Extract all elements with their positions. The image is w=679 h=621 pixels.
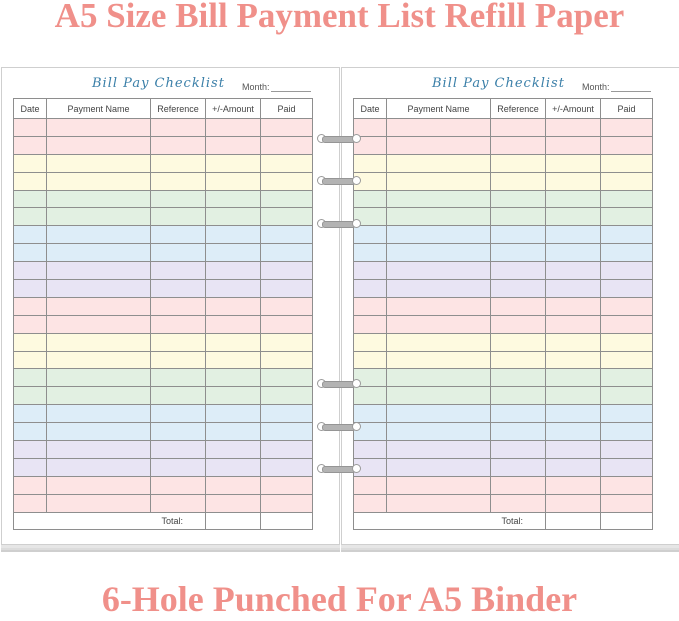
table-cell xyxy=(206,208,261,226)
table-cell xyxy=(546,262,601,280)
total-paid-cell xyxy=(261,512,313,529)
table-cell xyxy=(151,494,206,512)
table-row xyxy=(354,280,653,298)
table-cell xyxy=(206,119,261,137)
table-cell xyxy=(491,136,546,154)
table-cell xyxy=(491,154,546,172)
table-cell xyxy=(387,172,491,190)
table-cell xyxy=(206,136,261,154)
table-cell xyxy=(387,494,491,512)
table-cell xyxy=(47,315,151,333)
headline-title: A5 Size Bill Payment List Refill Paper xyxy=(54,0,625,35)
table-cell xyxy=(601,262,653,280)
table-cell xyxy=(14,280,47,298)
table-cell xyxy=(601,172,653,190)
table-cell xyxy=(151,262,206,280)
table-cell xyxy=(601,423,653,441)
table-cell xyxy=(546,119,601,137)
table-row xyxy=(14,351,313,369)
table-cell xyxy=(47,458,151,476)
refill-page-right xyxy=(341,67,679,545)
table-row xyxy=(14,208,313,226)
table-cell xyxy=(491,119,546,137)
month-label: Month: xyxy=(582,82,610,92)
table-cell xyxy=(261,136,313,154)
table-cell xyxy=(546,136,601,154)
table-cell xyxy=(261,441,313,459)
column-header-paid: Paid xyxy=(261,99,313,119)
total-label: Total: xyxy=(354,512,546,529)
table-cell xyxy=(14,387,47,405)
binder-ring-icon xyxy=(317,176,361,186)
table-row xyxy=(14,494,313,512)
table-cell xyxy=(206,280,261,298)
bill-table xyxy=(353,98,653,530)
column-header-payment-name: Payment Name xyxy=(47,99,151,119)
table-cell xyxy=(601,136,653,154)
table-cell xyxy=(14,262,47,280)
table-cell xyxy=(261,387,313,405)
table-row xyxy=(14,154,313,172)
table-header-row xyxy=(14,99,313,119)
column-header-reference: Reference xyxy=(491,99,546,119)
table-row xyxy=(354,315,653,333)
table-row xyxy=(354,208,653,226)
table-row xyxy=(354,154,653,172)
table-cell xyxy=(387,441,491,459)
table-row xyxy=(354,405,653,423)
table-row xyxy=(354,494,653,512)
table-cell xyxy=(261,494,313,512)
table-row xyxy=(354,369,653,387)
table-cell xyxy=(151,405,206,423)
table-cell xyxy=(387,190,491,208)
table-cell xyxy=(491,297,546,315)
table-cell xyxy=(491,208,546,226)
month-line xyxy=(271,91,311,92)
table-cell xyxy=(491,494,546,512)
table-cell xyxy=(261,208,313,226)
table-row xyxy=(14,458,313,476)
table-cell xyxy=(354,333,387,351)
table-cell xyxy=(206,369,261,387)
table-cell xyxy=(151,172,206,190)
table-cell xyxy=(14,423,47,441)
table-cell xyxy=(47,476,151,494)
table-cell xyxy=(47,136,151,154)
table-cell xyxy=(206,441,261,459)
table-cell xyxy=(546,423,601,441)
binder-ring-icon xyxy=(317,422,361,432)
total-paid-cell xyxy=(601,512,653,529)
table-cell xyxy=(206,154,261,172)
table-cell xyxy=(491,226,546,244)
table-cell xyxy=(47,297,151,315)
table-cell xyxy=(14,119,47,137)
table-cell xyxy=(491,315,546,333)
table-cell xyxy=(151,351,206,369)
table-cell xyxy=(14,351,47,369)
table-cell xyxy=(491,333,546,351)
table-cell xyxy=(546,441,601,459)
table-cell xyxy=(14,154,47,172)
table-cell xyxy=(387,387,491,405)
table-cell xyxy=(601,405,653,423)
table-cell xyxy=(354,441,387,459)
table-cell xyxy=(491,441,546,459)
table-cell xyxy=(354,297,387,315)
table-cell xyxy=(261,119,313,137)
table-cell xyxy=(601,190,653,208)
table-cell xyxy=(261,190,313,208)
table-row xyxy=(354,476,653,494)
table-cell xyxy=(491,190,546,208)
table-body xyxy=(14,119,313,513)
table-cell xyxy=(387,226,491,244)
table-cell xyxy=(261,262,313,280)
table-row xyxy=(354,423,653,441)
table-cell xyxy=(546,226,601,244)
table-cell xyxy=(387,262,491,280)
table-cell xyxy=(151,387,206,405)
column-header-amount: +/-Amount xyxy=(546,99,601,119)
table-cell xyxy=(546,494,601,512)
table-cell xyxy=(354,476,387,494)
column-header-paid: Paid xyxy=(601,99,653,119)
table-cell xyxy=(491,280,546,298)
table-cell xyxy=(354,315,387,333)
column-header-reference: Reference xyxy=(151,99,206,119)
table-cell xyxy=(206,423,261,441)
sheet-title: Bill Pay Checklist xyxy=(432,76,565,91)
table-cell xyxy=(261,405,313,423)
table-cell xyxy=(491,476,546,494)
table-cell xyxy=(206,494,261,512)
table-cell xyxy=(14,297,47,315)
table-cell xyxy=(601,297,653,315)
table-cell xyxy=(387,244,491,262)
table-cell xyxy=(47,154,151,172)
table-cell xyxy=(387,423,491,441)
table-cell xyxy=(387,458,491,476)
table-cell xyxy=(14,315,47,333)
column-header-amount: +/-Amount xyxy=(206,99,261,119)
table-cell xyxy=(261,423,313,441)
table-row xyxy=(354,387,653,405)
table-cell xyxy=(601,208,653,226)
sheet-title: Bill Pay Checklist xyxy=(92,76,225,91)
table-cell xyxy=(47,369,151,387)
table-cell xyxy=(354,262,387,280)
table-cell xyxy=(261,315,313,333)
table-cell xyxy=(14,190,47,208)
table-cell xyxy=(491,405,546,423)
table-cell xyxy=(47,280,151,298)
refill-page-left xyxy=(1,67,340,545)
table-cell xyxy=(601,333,653,351)
table-row xyxy=(354,136,653,154)
table-cell xyxy=(601,458,653,476)
total-amount-cell xyxy=(206,512,261,529)
table-cell xyxy=(354,351,387,369)
table-row xyxy=(354,172,653,190)
table-cell xyxy=(14,476,47,494)
table-cell xyxy=(546,476,601,494)
table-cell xyxy=(601,351,653,369)
table-cell xyxy=(47,208,151,226)
table-cell xyxy=(151,208,206,226)
table-cell xyxy=(14,494,47,512)
table-cell xyxy=(546,458,601,476)
table-cell xyxy=(261,297,313,315)
table-row xyxy=(14,172,313,190)
table-cell xyxy=(206,387,261,405)
table-cell xyxy=(546,172,601,190)
table-cell xyxy=(601,441,653,459)
table-row xyxy=(14,262,313,280)
table-cell xyxy=(14,458,47,476)
table-cell xyxy=(14,172,47,190)
table-cell xyxy=(151,315,206,333)
table-cell xyxy=(491,369,546,387)
table-row xyxy=(14,369,313,387)
table-row xyxy=(354,226,653,244)
table-cell xyxy=(14,136,47,154)
binder-ring-icon xyxy=(317,219,361,229)
table-cell xyxy=(387,154,491,172)
table-cell xyxy=(206,405,261,423)
table-cell xyxy=(206,351,261,369)
table-cell xyxy=(491,244,546,262)
table-cell xyxy=(546,244,601,262)
table-cell xyxy=(491,387,546,405)
table-cell xyxy=(206,172,261,190)
total-row xyxy=(354,512,653,529)
table-cell xyxy=(151,119,206,137)
table-cell xyxy=(151,441,206,459)
table-cell xyxy=(206,226,261,244)
column-header-payment-name: Payment Name xyxy=(387,99,491,119)
table-cell xyxy=(546,190,601,208)
table-row xyxy=(14,297,313,315)
table-cell xyxy=(601,315,653,333)
table-cell xyxy=(601,387,653,405)
table-cell xyxy=(47,494,151,512)
total-row xyxy=(14,512,313,529)
table-cell xyxy=(206,315,261,333)
table-cell xyxy=(206,190,261,208)
table-cell xyxy=(387,297,491,315)
table-cell xyxy=(47,333,151,351)
table-row xyxy=(14,280,313,298)
table-cell xyxy=(14,244,47,262)
table-cell xyxy=(354,280,387,298)
table-row xyxy=(14,476,313,494)
total-amount-cell xyxy=(546,512,601,529)
table-cell xyxy=(387,405,491,423)
table-row xyxy=(14,423,313,441)
binder-ring-icon xyxy=(317,379,361,389)
column-header-date: Date xyxy=(14,99,47,119)
table-cell xyxy=(546,280,601,298)
table-row xyxy=(354,333,653,351)
table-cell xyxy=(151,244,206,262)
table-cell xyxy=(354,244,387,262)
table-cell xyxy=(47,441,151,459)
table-cell xyxy=(206,476,261,494)
table-cell xyxy=(261,280,313,298)
table-row xyxy=(354,351,653,369)
table-cell xyxy=(354,494,387,512)
table-cell xyxy=(261,154,313,172)
table-cell xyxy=(206,262,261,280)
table-header-row xyxy=(354,99,653,119)
table-cell xyxy=(14,226,47,244)
table-cell xyxy=(151,297,206,315)
table-cell xyxy=(601,494,653,512)
table-cell xyxy=(491,262,546,280)
table-cell xyxy=(14,441,47,459)
table-cell xyxy=(546,315,601,333)
table-cell xyxy=(47,423,151,441)
table-cell xyxy=(151,136,206,154)
table-row xyxy=(354,244,653,262)
table-cell xyxy=(354,190,387,208)
table-cell xyxy=(151,369,206,387)
table-cell xyxy=(14,369,47,387)
table-cell xyxy=(491,351,546,369)
table-cell xyxy=(261,369,313,387)
table-cell xyxy=(47,226,151,244)
table-cell xyxy=(546,405,601,423)
table-cell xyxy=(261,226,313,244)
table-cell xyxy=(151,280,206,298)
table-cell xyxy=(206,333,261,351)
table-cell xyxy=(47,387,151,405)
table-cell xyxy=(387,369,491,387)
table-row xyxy=(354,190,653,208)
table-row xyxy=(354,297,653,315)
table-row xyxy=(354,441,653,459)
month-label: Month: xyxy=(242,82,270,92)
table-row xyxy=(14,405,313,423)
table-cell xyxy=(546,369,601,387)
table-row xyxy=(14,119,313,137)
table-cell xyxy=(47,262,151,280)
table-cell xyxy=(601,226,653,244)
table-cell xyxy=(387,280,491,298)
table-cell xyxy=(151,476,206,494)
table-cell xyxy=(387,333,491,351)
table-cell xyxy=(151,333,206,351)
table-row xyxy=(354,262,653,280)
table-cell xyxy=(151,154,206,172)
table-cell xyxy=(151,423,206,441)
table-row xyxy=(14,190,313,208)
table-cell xyxy=(546,208,601,226)
table-row xyxy=(354,119,653,137)
table-cell xyxy=(387,208,491,226)
table-cell xyxy=(14,333,47,351)
table-cell xyxy=(546,297,601,315)
table-cell xyxy=(261,244,313,262)
table-cell xyxy=(14,208,47,226)
column-header-date: Date xyxy=(354,99,387,119)
table-cell xyxy=(387,119,491,137)
table-cell xyxy=(261,458,313,476)
table-cell xyxy=(47,351,151,369)
table-cell xyxy=(354,387,387,405)
table-cell xyxy=(47,119,151,137)
table-cell xyxy=(387,315,491,333)
table-cell xyxy=(491,423,546,441)
table-cell xyxy=(354,154,387,172)
total-label: Total: xyxy=(14,512,206,529)
table-cell xyxy=(151,190,206,208)
table-cell xyxy=(601,280,653,298)
table-cell xyxy=(47,172,151,190)
table-row xyxy=(14,315,313,333)
table-cell xyxy=(491,458,546,476)
table-cell xyxy=(47,190,151,208)
table-cell xyxy=(47,244,151,262)
table-row xyxy=(14,387,313,405)
table-cell xyxy=(546,333,601,351)
table-cell xyxy=(261,333,313,351)
table-row xyxy=(14,333,313,351)
table-cell xyxy=(546,154,601,172)
table-body xyxy=(354,119,653,513)
table-cell xyxy=(14,405,47,423)
bill-table xyxy=(13,98,313,530)
table-cell xyxy=(546,351,601,369)
table-cell xyxy=(387,476,491,494)
table-cell xyxy=(387,136,491,154)
table-cell xyxy=(601,244,653,262)
table-cell xyxy=(206,458,261,476)
table-cell xyxy=(601,154,653,172)
table-row xyxy=(14,136,313,154)
table-cell xyxy=(491,172,546,190)
table-row xyxy=(14,441,313,459)
table-cell xyxy=(47,405,151,423)
table-cell xyxy=(261,172,313,190)
table-cell xyxy=(546,387,601,405)
binder-ring-icon xyxy=(317,464,361,474)
table-cell xyxy=(601,476,653,494)
table-cell xyxy=(206,244,261,262)
table-row xyxy=(354,458,653,476)
month-line xyxy=(611,91,651,92)
table-cell xyxy=(387,351,491,369)
table-row xyxy=(14,244,313,262)
table-cell xyxy=(354,405,387,423)
table-cell xyxy=(601,369,653,387)
table-row xyxy=(14,226,313,244)
table-cell xyxy=(151,226,206,244)
table-cell xyxy=(206,297,261,315)
table-cell xyxy=(151,458,206,476)
table-cell xyxy=(601,119,653,137)
table-cell xyxy=(261,476,313,494)
table-cell xyxy=(261,351,313,369)
footer-title: 6-Hole Punched For A5 Binder xyxy=(101,579,578,619)
binder-ring-icon xyxy=(317,134,361,144)
